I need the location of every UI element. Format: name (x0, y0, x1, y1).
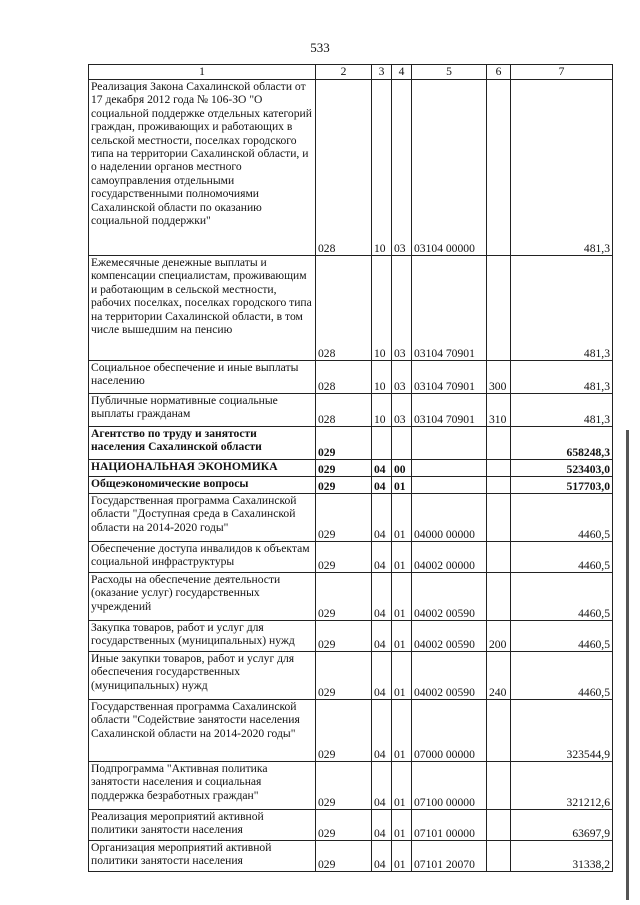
row-name: Расходы на обеспечение деятельности (оказание услуг) государственных учреждений (89, 573, 316, 621)
row-amount: 4460,5 (511, 652, 613, 700)
budget-table (88, 64, 613, 872)
header-row (89, 65, 613, 80)
row-ministry-code: 028 (316, 361, 372, 394)
table-row (89, 542, 613, 573)
row-section-code: 10 (372, 80, 392, 256)
table-row (89, 80, 613, 256)
row-name: Общеэкономические вопросы (89, 477, 316, 494)
row-expense-type (487, 762, 511, 810)
row-subsection-code: 01 (392, 494, 412, 542)
row-amount: 481,3 (511, 80, 613, 256)
row-target-code: 07000 00000 (412, 700, 487, 762)
row-amount: 4460,5 (511, 494, 613, 542)
row-name: Закупка товаров, работ и услуг для государственных (муниципальных) нужд (89, 621, 316, 652)
row-expense-type (487, 427, 511, 460)
row-section-code: 04 (372, 494, 392, 542)
table-row (89, 652, 613, 700)
row-ministry-code: 028 (316, 394, 372, 427)
row-subsection-code: 01 (392, 477, 412, 494)
row-subsection-code: 01 (392, 652, 412, 700)
table-row (89, 427, 613, 460)
row-section-code: 10 (372, 394, 392, 427)
row-section-code: 04 (372, 700, 392, 762)
row-name: Обеспечение доступа инвалидов к объектам социальной инфраструктуры (89, 542, 316, 573)
row-section-code (372, 427, 392, 460)
row-ministry-code: 029 (316, 460, 372, 477)
row-amount: 321212,6 (511, 762, 613, 810)
row-name: Реализация мероприятий активной политики занятости населения (89, 810, 316, 841)
row-target-code: 04002 00000 (412, 542, 487, 573)
row-section-code: 04 (372, 810, 392, 841)
row-amount: 4460,5 (511, 573, 613, 621)
row-target-code: 07100 00000 (412, 762, 487, 810)
row-section-code: 10 (372, 256, 392, 361)
table-row (89, 810, 613, 841)
row-expense-type (487, 494, 511, 542)
row-amount: 4460,5 (511, 542, 613, 573)
table-row (89, 621, 613, 652)
row-subsection-code: 00 (392, 460, 412, 477)
row-section-code: 04 (372, 652, 392, 700)
table-row (89, 494, 613, 542)
row-section-code: 04 (372, 621, 392, 652)
row-subsection-code: 03 (392, 394, 412, 427)
row-amount: 481,3 (511, 361, 613, 394)
row-subsection-code: 01 (392, 810, 412, 841)
row-target-code: 03104 00000 (412, 80, 487, 256)
table-row (89, 256, 613, 361)
row-subsection-code: 03 (392, 361, 412, 394)
row-target-code (412, 427, 487, 460)
row-section-code: 04 (372, 542, 392, 573)
table-row (89, 477, 613, 494)
row-target-code: 03104 70901 (412, 256, 487, 361)
row-target-code: 03104 70901 (412, 361, 487, 394)
table-row (89, 841, 613, 872)
row-subsection-code: 01 (392, 621, 412, 652)
table-row (89, 460, 613, 477)
column-header-ministry: 2 (316, 65, 372, 80)
row-target-code: 04002 00590 (412, 621, 487, 652)
row-ministry-code: 029 (316, 810, 372, 841)
row-ministry-code: 028 (316, 80, 372, 256)
row-name: Публичные нормативные социальные выплаты гражданам (89, 394, 316, 427)
row-expense-type: 200 (487, 621, 511, 652)
row-name: НАЦИОНАЛЬНАЯ ЭКОНОМИКА (89, 460, 316, 477)
row-amount: 31338,2 (511, 841, 613, 872)
row-section-code: 04 (372, 460, 392, 477)
row-ministry-code: 029 (316, 621, 372, 652)
row-name: Иные закупки товаров, работ и услуг для обеспечения государственных (муниципальных) нужд (89, 652, 316, 700)
row-subsection-code: 01 (392, 573, 412, 621)
row-name: Реализация Закона Сахалинской области от 17 декабря 2012 года № 106-ЗО "О социальной поддержке отдельных категорий граждан, проживающих и работающих в сельской местности, поселках городского типа на территории Сахалинской области, и о наделении органов местного самоуправления отдельными государственными полномочиями Сахалинской области по оказанию социальной поддержки" (89, 80, 316, 256)
row-subsection-code: 03 (392, 256, 412, 361)
row-ministry-code: 028 (316, 256, 372, 361)
row-name: Государственная программа Сахалинской области "Доступная среда в Сахалинской области на 2014-2020 годы" (89, 494, 316, 542)
row-amount: 323544,9 (511, 700, 613, 762)
row-amount: 481,3 (511, 394, 613, 427)
row-target-code: 04002 00590 (412, 652, 487, 700)
row-amount: 63697,9 (511, 810, 613, 841)
row-name: Ежемесячные денежные выплаты и компенсации специалистам, проживающим и работающим в сельской местности, рабочих поселках, поселках городского типа на территории Сахалинской области, в том числе вышедшим на пенсию (89, 256, 316, 361)
row-subsection-code: 01 (392, 542, 412, 573)
row-target-code: 04002 00590 (412, 573, 487, 621)
row-section-code: 04 (372, 841, 392, 872)
row-ministry-code: 029 (316, 652, 372, 700)
row-target-code (412, 477, 487, 494)
row-amount: 4460,5 (511, 621, 613, 652)
row-expense-type: 240 (487, 652, 511, 700)
row-ministry-code: 029 (316, 700, 372, 762)
row-section-code: 04 (372, 477, 392, 494)
row-expense-type (487, 841, 511, 872)
column-header-target: 5 (412, 65, 487, 80)
row-name: Агентство по труду и занятости населения Сахалинской области (89, 427, 316, 460)
row-expense-type: 300 (487, 361, 511, 394)
table-row (89, 762, 613, 810)
row-ministry-code: 029 (316, 573, 372, 621)
row-ministry-code: 029 (316, 762, 372, 810)
row-name: Государственная программа Сахалинской области "Содействие занятости населения Сахалинской области на 2014-2020 годы" (89, 700, 316, 762)
row-subsection-code: 03 (392, 80, 412, 256)
row-ministry-code: 029 (316, 542, 372, 573)
row-ministry-code: 029 (316, 494, 372, 542)
row-name: Подпрограмма "Активная политика занятости населения и социальная поддержка безработных граждан" (89, 762, 316, 810)
page-edge-shadow (626, 430, 629, 900)
row-expense-type (487, 477, 511, 494)
row-ministry-code: 029 (316, 477, 372, 494)
column-header-section: 3 (372, 65, 392, 80)
row-expense-type (487, 256, 511, 361)
row-ministry-code: 029 (316, 841, 372, 872)
row-amount: 517703,0 (511, 477, 613, 494)
row-expense-type (487, 460, 511, 477)
row-subsection-code: 01 (392, 841, 412, 872)
column-header-subsection: 4 (392, 65, 412, 80)
row-expense-type (487, 700, 511, 762)
row-target-code: 04000 00000 (412, 494, 487, 542)
row-name: Организация мероприятий активной политики занятости населения (89, 841, 316, 872)
column-header-amount: 7 (511, 65, 613, 80)
table-row (89, 573, 613, 621)
row-section-code: 04 (372, 573, 392, 621)
row-target-code: 03104 70901 (412, 394, 487, 427)
row-amount: 523403,0 (511, 460, 613, 477)
row-expense-type (487, 573, 511, 621)
row-ministry-code: 029 (316, 427, 372, 460)
row-subsection-code: 01 (392, 762, 412, 810)
table-row (89, 394, 613, 427)
row-expense-type (487, 542, 511, 573)
column-header-name: 1 (89, 65, 316, 80)
row-target-code: 07101 00000 (412, 810, 487, 841)
page-number: 533 (310, 40, 330, 55)
row-expense-type: 310 (487, 394, 511, 427)
row-expense-type (487, 810, 511, 841)
row-amount: 481,3 (511, 256, 613, 361)
table-row (89, 700, 613, 762)
row-section-code: 10 (372, 361, 392, 394)
row-name: Социальное обеспечение и иные выплаты населению (89, 361, 316, 394)
row-subsection-code (392, 427, 412, 460)
row-expense-type (487, 80, 511, 256)
column-header-expense-type: 6 (487, 65, 511, 80)
row-target-code: 07101 20070 (412, 841, 487, 872)
row-section-code: 04 (372, 762, 392, 810)
table-row (89, 361, 613, 394)
row-subsection-code: 01 (392, 700, 412, 762)
row-target-code (412, 460, 487, 477)
row-amount: 658248,3 (511, 427, 613, 460)
